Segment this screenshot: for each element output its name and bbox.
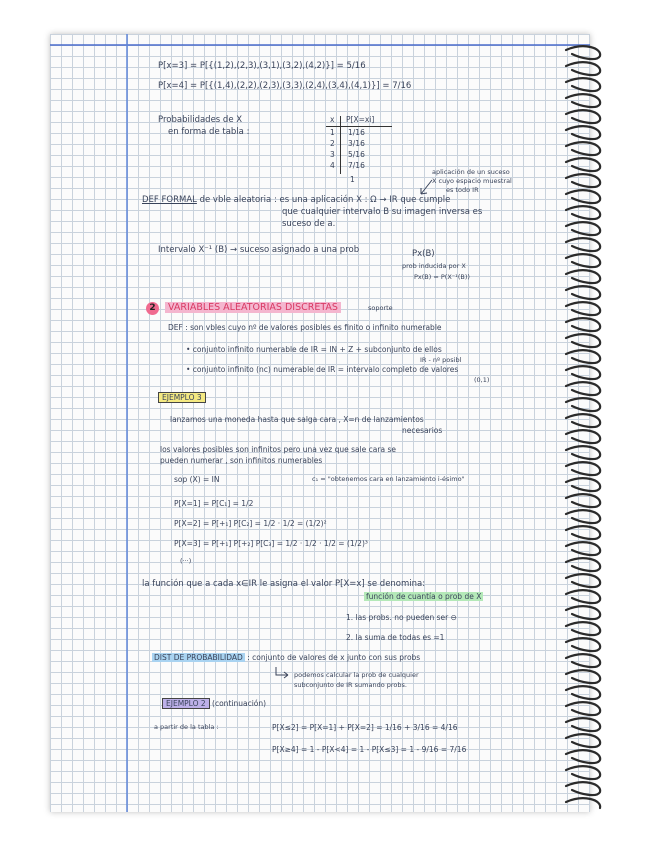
prob-inducida: prob inducida por X: [402, 262, 466, 270]
prob-x4-text: P[x=4] = P[{(1,4),(2,2),(2,3),(3,3),(2,4),(3,4),(4,1)}] =: [158, 81, 390, 91]
bullet-no-numerable: • conjunto infinito (nc) numerable de IR = intervalo completo de valores: [186, 365, 459, 374]
px-b: Px(B): [412, 249, 435, 259]
table-row-p: 1/16: [348, 128, 365, 137]
calc-1: P[X≤2] = P[X=1] + P[X=2] = 1/16 + 3/16 = 4/16: [272, 723, 458, 732]
ejemplo-3-line-1: lanzamos una moneda hasta que salga cara , X=n de lanzamientos: [170, 415, 424, 424]
section-title: VARIABLES ALEATORIAS DISCRETAS: [165, 302, 341, 313]
prob-x4-fraction: 7/16: [392, 81, 412, 91]
def-discrete: DEF : son vbles cuyo nº de valores posibles es finito o infinito numerable: [168, 323, 442, 332]
dist-line: [152, 654, 420, 662]
table-row-p: 3/16: [348, 139, 365, 148]
table-row-p: 7/16: [348, 161, 365, 170]
probability-table: [326, 116, 392, 174]
prob-x4-line: [158, 82, 411, 91]
property-1: 1. las probs. no pueden ser ⊖: [346, 613, 457, 622]
etc: (···): [180, 557, 192, 565]
table-vertical-rule: [340, 116, 341, 174]
table-row-x: 2: [330, 139, 335, 148]
property-2: 2. la suma de todas es =1: [346, 633, 445, 642]
def-formal-line-3: suceso de a.: [282, 219, 336, 229]
dist-label: DIST DE PROBABILIDAD: [154, 653, 243, 662]
table-row-x: 1: [330, 128, 335, 137]
p-x2: P[X=2] = P[+₁] P[C₂] = 1/2 · 1/2 = (1/2)²: [174, 519, 327, 528]
bullet-numerable: • conjunto infinito numerable de IR = IN + Z + subconjunto de ellos: [186, 345, 442, 354]
prob-x3-text: P[x=3] = P[{(1,2),(2,3),(3,1),(3,2),(4,2)}] =: [158, 61, 344, 71]
sop-line: sop (X) = IN: [174, 475, 220, 484]
p-x1: P[X=1] = P[C₁] = 1/2: [174, 499, 254, 508]
margin-line: [126, 34, 128, 812]
interval-line: Intervalo X⁻¹ (B) → suceso asignado a una prob: [158, 245, 360, 255]
dist-text: : conjunto de valores de x junto con sus probs: [247, 653, 421, 662]
table-sum: 1: [350, 175, 355, 184]
table-row-p: 5/16: [348, 150, 365, 159]
ejemplo-3-badge: EJEMPLO 3: [158, 392, 206, 403]
ejemplo-3-line-1b: necesarios: [402, 426, 443, 435]
soporte-note: soporte: [368, 304, 393, 312]
dist-sub-2: subconjunto de IR sumando probs.: [294, 681, 407, 689]
notebook-page: [50, 34, 590, 812]
funcion-name: [364, 593, 483, 601]
bullet-numerable-note: IR - nº posibl: [420, 356, 462, 364]
ejemplo-3-line-3: pueden numerar , son infinitos numerables: [160, 456, 323, 465]
def-formal-title: DEF FORMAL: [142, 195, 197, 205]
prob-x3-fraction: 5/16: [346, 61, 366, 71]
ejemplo-2-cont: (continuación): [212, 699, 267, 708]
p-x3: P[X=3] = P[+₁] P[+₂] P[C₃] = 1/2 · 1/2 · 1/2 = (1/2)³: [174, 539, 368, 548]
dist-arrow: [274, 666, 290, 680]
bullet-no-numerable-note: (0,1): [474, 376, 490, 384]
def-formal-text: de vble aleatoria : es una aplicación X : Ω → IR que cumple: [199, 195, 451, 205]
ejemplo-3-label: [158, 394, 206, 402]
section-heading: [146, 302, 341, 315]
prob-x3-line: [158, 62, 366, 71]
px-formula: Px(B) = P(X⁻¹(B)): [414, 273, 470, 281]
ejemplo-2-badge: EJEMPLO 2: [162, 698, 210, 709]
table-label-2: en forma de tabla :: [168, 127, 250, 137]
cara-note: c₁ = "obtenemos cara en lanzamiento i-ésimo": [312, 475, 465, 483]
spiral-binding: [564, 40, 606, 810]
annotation-line-1: aplicación de un suceso: [432, 168, 510, 176]
table-header-x: x: [330, 115, 335, 124]
funcion-name-highlight: función de cuantía o prob de X: [366, 592, 482, 601]
table-row-x: 3: [330, 150, 335, 159]
a-partir-label: a partir de la tabla :: [154, 723, 219, 731]
dist-sub-1: podemos calcular la prob de cualquier: [294, 671, 419, 679]
top-rule-line: [50, 44, 590, 46]
def-formal-line-2: que cualquier intervalo B su imagen inversa es: [282, 207, 483, 217]
table-horizontal-rule: [326, 126, 392, 127]
table-label-1: Probabilidades de X: [158, 115, 243, 125]
ejemplo-2-line: [162, 700, 266, 708]
calc-2: P[X≥4] = 1 - P[X<4] = 1 - P[X≤3] = 1 - 9/16 = 7/16: [272, 745, 467, 754]
table-header-p: P[X=xi]: [346, 115, 375, 124]
annotation-line-2: X cuyo espacio muestral: [432, 177, 512, 185]
section-number-badge: 2: [146, 302, 159, 315]
ejemplo-3-line-2: los valores posibles son infinitos pero una vez que sale cara se: [160, 445, 396, 454]
funcion-line: la función que a cada x∈IR le asigna el valor P[X=x] se denomina:: [142, 579, 426, 589]
table-row-x: 4: [330, 161, 335, 170]
def-formal-line: [142, 196, 450, 205]
annotation-line-3: es todo IR: [446, 186, 479, 194]
